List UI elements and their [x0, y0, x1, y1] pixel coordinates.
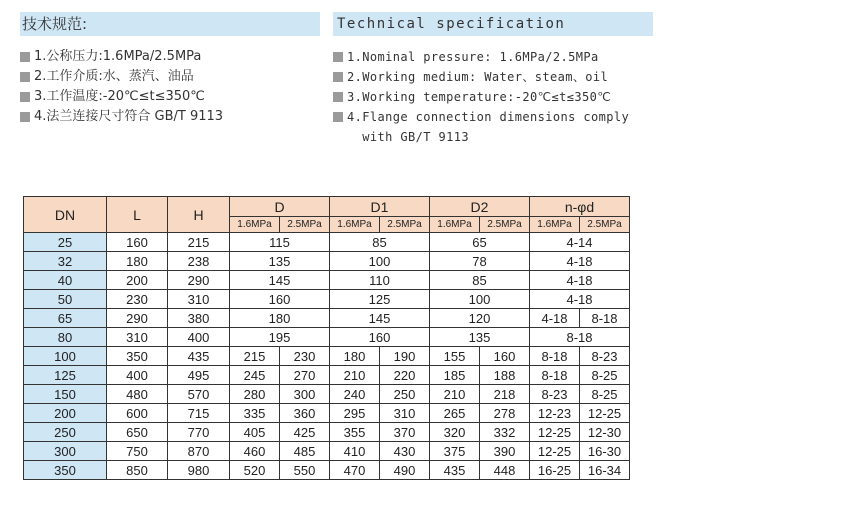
- table-cell: 520: [230, 461, 280, 480]
- table-row: [24, 366, 630, 385]
- table-cell: 218: [480, 385, 530, 404]
- table-body: [24, 233, 630, 480]
- table-cell: 290: [107, 309, 168, 328]
- table-cell: 332: [480, 423, 530, 442]
- bullet-square-icon: [333, 112, 343, 122]
- table-cell: 160: [330, 328, 430, 347]
- table-cell: 8-23: [530, 385, 580, 404]
- bullet-square-icon: [333, 52, 343, 62]
- table-cell: 270: [280, 366, 330, 385]
- table-cell: 410: [330, 442, 380, 461]
- table-cell: 12-30: [580, 423, 630, 442]
- header-pressure: 2.5MPa: [280, 217, 330, 233]
- table-cell: 320: [430, 423, 480, 442]
- spec-text: 4.Flange connection dimensions comply with GB/T 9113: [347, 110, 630, 144]
- table-cell: 250: [380, 385, 430, 404]
- header-l: L: [107, 197, 168, 233]
- table-cell: 160: [480, 347, 530, 366]
- bullet-square-icon: [20, 92, 30, 102]
- spec-text: 1.公称压力:1.6MPa/2.5MPa: [34, 49, 202, 64]
- table-cell: 370: [380, 423, 430, 442]
- table-cell: 490: [380, 461, 430, 480]
- table-cell: 310: [168, 290, 230, 309]
- header-n-phi-d: n-φd: [530, 197, 630, 217]
- table-cell: 380: [168, 309, 230, 328]
- table-cell: 250: [24, 423, 107, 442]
- table-cell: 145: [230, 271, 330, 290]
- table-cell: 135: [430, 328, 530, 347]
- table-cell: 185: [430, 366, 480, 385]
- table-cell: 485: [280, 442, 330, 461]
- header-d2: D2: [430, 197, 530, 217]
- table-cell: 435: [430, 461, 480, 480]
- bullet-square-icon: [333, 92, 343, 102]
- spec-text: 4.法兰连接尺寸符合 GB/T 9113: [34, 109, 224, 124]
- table-cell: 405: [230, 423, 280, 442]
- table-cell: 120: [430, 309, 530, 328]
- table-cell: 430: [380, 442, 430, 461]
- table-cell: 750: [107, 442, 168, 461]
- table-cell: 650: [107, 423, 168, 442]
- spec-list-en: [333, 47, 629, 147]
- table-cell: 135: [230, 252, 330, 271]
- header-h: H: [168, 197, 230, 233]
- table-cell: 265: [430, 404, 480, 423]
- table-cell: 180: [330, 347, 380, 366]
- table-cell: 155: [430, 347, 480, 366]
- table-cell: 25: [24, 233, 107, 252]
- header-d: D: [230, 197, 330, 217]
- table-cell: 160: [230, 290, 330, 309]
- table-cell: 375: [430, 442, 480, 461]
- spec-text: 3.工作温度:-20℃≤t≤350℃: [34, 89, 205, 104]
- table-cell: 435: [168, 347, 230, 366]
- table-cell: 4-18: [530, 271, 630, 290]
- table-cell: 12-25: [530, 423, 580, 442]
- table-cell: 16-30: [580, 442, 630, 461]
- table-cell: 570: [168, 385, 230, 404]
- table-cell: 230: [280, 347, 330, 366]
- table-cell: 310: [380, 404, 430, 423]
- table-cell: 600: [107, 404, 168, 423]
- table-cell: 425: [280, 423, 330, 442]
- spec-item-en: [333, 107, 629, 147]
- table-row: [24, 442, 630, 461]
- table-cell: 8-23: [580, 347, 630, 366]
- table-cell: 100: [330, 252, 430, 271]
- table-cell: 8-18: [580, 309, 630, 328]
- table-cell: 400: [107, 366, 168, 385]
- table-cell: 8-18: [530, 347, 580, 366]
- spec-item-cn: [20, 47, 223, 67]
- table-cell: 8-18: [530, 328, 630, 347]
- table-cell: 125: [330, 290, 430, 309]
- table-cell: 300: [24, 442, 107, 461]
- bullet-square-icon: [20, 72, 30, 82]
- table-cell: 190: [380, 347, 430, 366]
- table-cell: 50: [24, 290, 107, 309]
- table-cell: 245: [230, 366, 280, 385]
- table-cell: 448: [480, 461, 530, 480]
- header-pressure: 1.6MPa: [230, 217, 280, 233]
- header-pressure: 2.5MPa: [380, 217, 430, 233]
- table-cell: 4-18: [530, 309, 580, 328]
- table-cell: 200: [24, 404, 107, 423]
- table-cell: 85: [430, 271, 530, 290]
- table-cell: 188: [480, 366, 530, 385]
- table-cell: 290: [168, 271, 230, 290]
- table-cell: 12-23: [530, 404, 580, 423]
- header-dn: DN: [24, 197, 107, 233]
- table-cell: 210: [330, 366, 380, 385]
- header-pressure: 1.6MPa: [430, 217, 480, 233]
- table-cell: 355: [330, 423, 380, 442]
- table-cell: 350: [24, 461, 107, 480]
- table-cell: 360: [280, 404, 330, 423]
- table-cell: 238: [168, 252, 230, 271]
- spec-item-cn: [20, 87, 223, 107]
- spec-text: 2.Working medium: Water、steam、oil: [347, 70, 609, 84]
- header-pressure: 1.6MPa: [530, 217, 580, 233]
- table-cell: 230: [107, 290, 168, 309]
- spec-item-en: [333, 87, 629, 107]
- table-row: [24, 328, 630, 347]
- table-cell: 115: [230, 233, 330, 252]
- bullet-square-icon: [333, 72, 343, 82]
- spec-item-cn: [20, 67, 223, 87]
- table-cell: 278: [480, 404, 530, 423]
- spec-text: 2.工作介质:水、蒸汽、油品: [34, 69, 194, 84]
- spec-list-cn: [20, 47, 223, 127]
- table-cell: 460: [230, 442, 280, 461]
- table-row: [24, 461, 630, 480]
- table-cell: 550: [280, 461, 330, 480]
- bullet-square-icon: [20, 52, 30, 62]
- table-cell: 220: [380, 366, 430, 385]
- table-cell: 350: [107, 347, 168, 366]
- table-cell: 195: [230, 328, 330, 347]
- table-cell: 100: [430, 290, 530, 309]
- table-row: [24, 290, 630, 309]
- table-cell: 145: [330, 309, 430, 328]
- spec-text: 1.Nominal pressure: 1.6MPa/2.5MPa: [347, 50, 599, 64]
- table-cell: 495: [168, 366, 230, 385]
- table-cell: 180: [230, 309, 330, 328]
- table-cell: 16-25: [530, 461, 580, 480]
- table-cell: 200: [107, 271, 168, 290]
- table-cell: 215: [168, 233, 230, 252]
- table-cell: 480: [107, 385, 168, 404]
- table-row: [24, 309, 630, 328]
- table-cell: 160: [107, 233, 168, 252]
- table-cell: 110: [330, 271, 430, 290]
- spec-title-en: Technical specification: [333, 12, 653, 36]
- table-cell: 310: [107, 328, 168, 347]
- table-row: [24, 233, 630, 252]
- table-row: [24, 347, 630, 366]
- table-cell: 215: [230, 347, 280, 366]
- table-cell: 280: [230, 385, 280, 404]
- table-cell: 4-14: [530, 233, 630, 252]
- header-pressure: 2.5MPa: [580, 217, 630, 233]
- table-cell: 150: [24, 385, 107, 404]
- table-cell: 295: [330, 404, 380, 423]
- header-pressure: 1.6MPa: [330, 217, 380, 233]
- table-cell: 85: [330, 233, 430, 252]
- table-row: [24, 252, 630, 271]
- table-cell: 715: [168, 404, 230, 423]
- table-cell: 870: [168, 442, 230, 461]
- spec-title-cn: 技术规范:: [20, 12, 320, 36]
- table-cell: 65: [430, 233, 530, 252]
- table-cell: 78: [430, 252, 530, 271]
- header-d1: D1: [330, 197, 430, 217]
- table-row: [24, 404, 630, 423]
- table-cell: 850: [107, 461, 168, 480]
- table-cell: 32: [24, 252, 107, 271]
- bullet-square-icon: [20, 112, 30, 122]
- table-row: [24, 385, 630, 404]
- table-cell: 240: [330, 385, 380, 404]
- table-cell: 210: [430, 385, 480, 404]
- table-cell: 300: [280, 385, 330, 404]
- table-cell: 400: [168, 328, 230, 347]
- table-cell: 16-34: [580, 461, 630, 480]
- table-cell: 8-25: [580, 385, 630, 404]
- dimension-table: [23, 196, 630, 480]
- table-cell: 4-18: [530, 290, 630, 309]
- spec-item-cn: [20, 107, 223, 127]
- table-cell: 40: [24, 271, 107, 290]
- table-cell: 390: [480, 442, 530, 461]
- table-cell: 65: [24, 309, 107, 328]
- table-cell: 12-25: [530, 442, 580, 461]
- table-row: [24, 271, 630, 290]
- table-cell: 12-25: [580, 404, 630, 423]
- header-pressure: 2.5MPa: [480, 217, 530, 233]
- table-cell: 8-25: [580, 366, 630, 385]
- table-cell: 125: [24, 366, 107, 385]
- table-cell: 8-18: [530, 366, 580, 385]
- table-cell: 470: [330, 461, 380, 480]
- table-cell: 980: [168, 461, 230, 480]
- table-cell: 180: [107, 252, 168, 271]
- table-cell: 4-18: [530, 252, 630, 271]
- table-cell: 770: [168, 423, 230, 442]
- table-cell: 335: [230, 404, 280, 423]
- spec-item-en: [333, 67, 629, 87]
- table-cell: 100: [24, 347, 107, 366]
- spec-item-en: [333, 47, 629, 67]
- spec-text: 3.Working temperature:-20℃≤t≤350℃: [347, 90, 612, 104]
- table-cell: 80: [24, 328, 107, 347]
- table-row: [24, 423, 630, 442]
